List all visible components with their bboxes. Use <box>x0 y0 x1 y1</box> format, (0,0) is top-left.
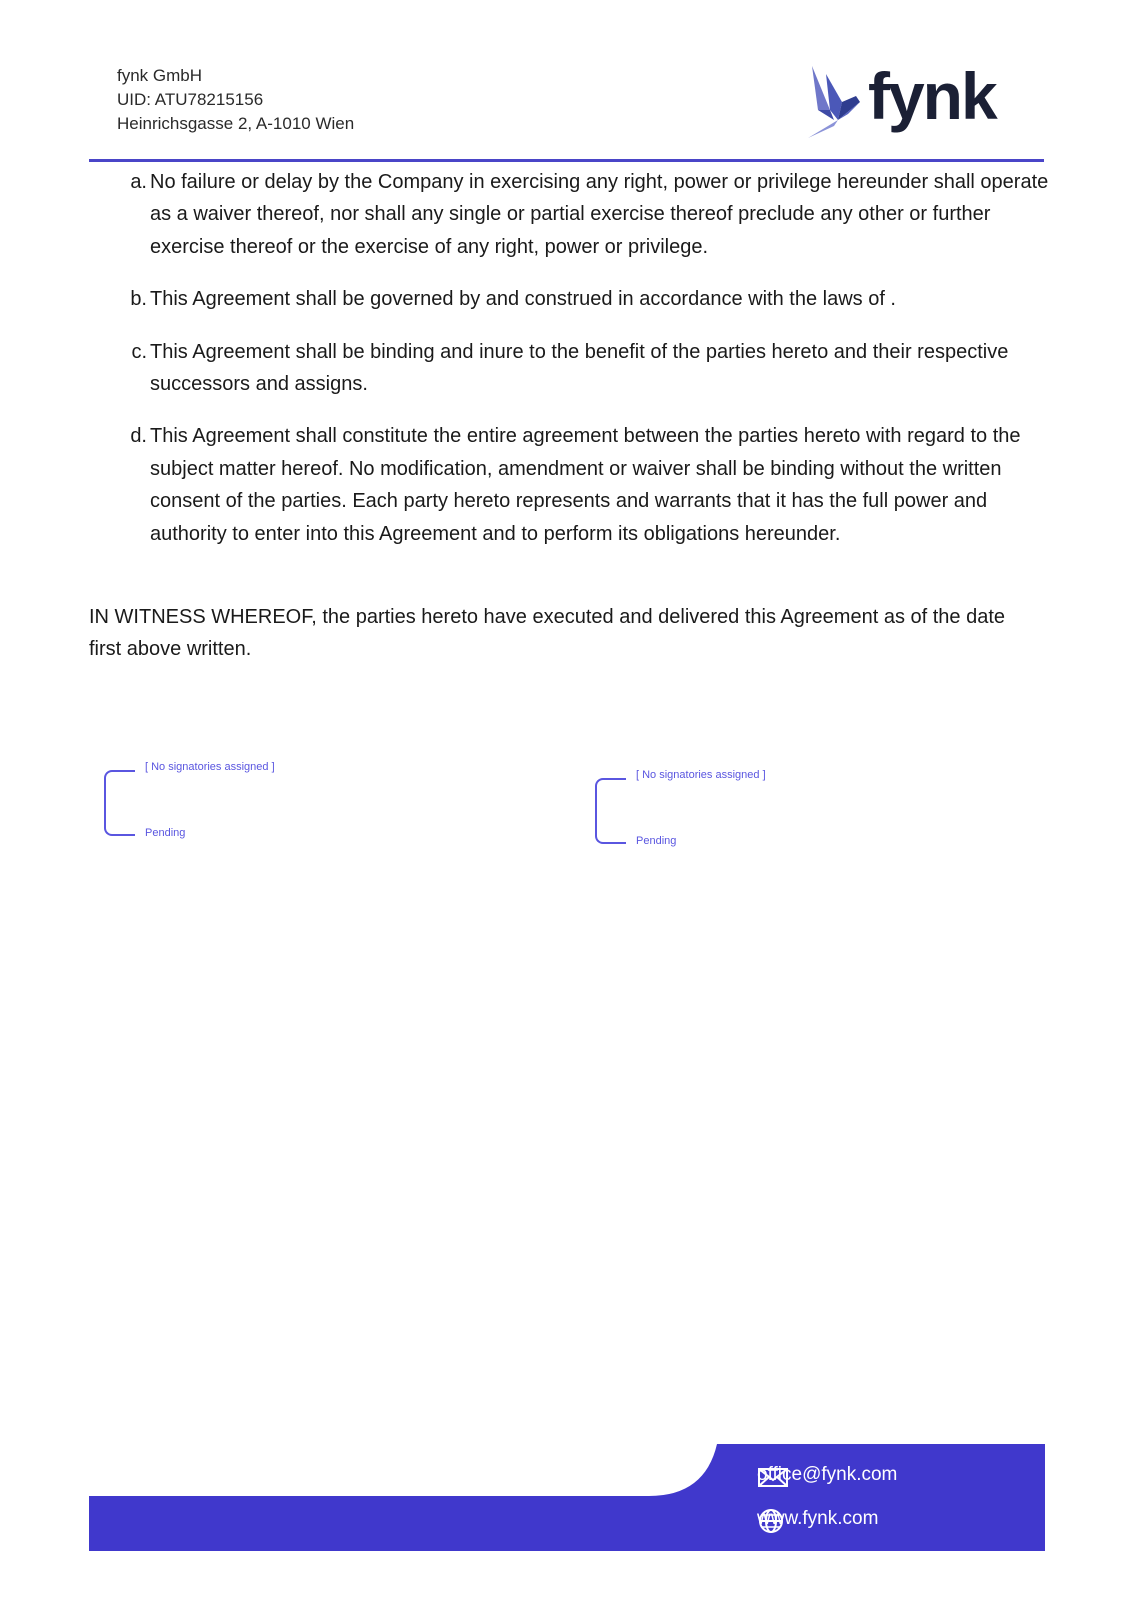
signature-status: Pending <box>636 835 677 847</box>
clause-list <box>89 166 1049 570</box>
company-address: Heinrichsgasse 2, A-1010 Wien <box>117 114 355 133</box>
footer-banner <box>89 1444 1045 1551</box>
clause-marker: a. <box>130 171 147 193</box>
fynk-logo <box>808 59 1008 142</box>
bird-logo-icon <box>808 62 870 142</box>
mail-icon <box>757 1464 789 1490</box>
logo-wordmark: fynk <box>868 59 996 133</box>
email-link[interactable]: office@fynk.com <box>757 1464 898 1485</box>
signature-status: Pending <box>145 827 186 839</box>
clause-text: This Agreement shall be binding and inure to the benefit of the parties hereto and their respective successors and assigns. <box>150 340 1009 396</box>
clause-text: No failure or delay by the Company in exercising any right, power or privilege hereunder shall operate as a waiver thereof, nor shall any single or partial exercise thereof preclude any other or further exercise thereof or the exercise of any right, power or privilege. <box>150 171 1049 258</box>
clause-text: This Agreement shall be governed by and construed in accordance with the laws of . <box>150 288 896 311</box>
footer-email[interactable] <box>757 1464 897 1486</box>
header-divider <box>89 159 1044 162</box>
witness-statement: IN WITNESS WHEREOF, the parties hereto have executed and delivered this Agreement as of the date first above written. <box>89 606 1006 661</box>
company-uid: UID: ATU78215156 <box>117 90 264 109</box>
clause-marker: c. <box>131 340 147 363</box>
signatory-assignment: [ No signatories assigned ] <box>145 761 275 773</box>
clause-item <box>89 283 1049 315</box>
clause-marker: d. <box>130 425 147 448</box>
signature-block-1[interactable] <box>104 761 364 850</box>
clause-item <box>89 166 1049 263</box>
signature-block-2[interactable] <box>595 769 855 858</box>
signature-bracket <box>104 770 135 836</box>
website-link[interactable]: www.fynk.com <box>757 1508 879 1529</box>
signature-bracket <box>595 778 626 844</box>
company-info <box>117 64 354 136</box>
clause-item <box>89 336 1049 401</box>
globe-icon <box>757 1508 789 1534</box>
clause-item <box>89 420 1049 550</box>
footer-shape <box>89 1444 1045 1551</box>
company-name: fynk GmbH <box>117 66 203 85</box>
clause-text: This Agreement shall constitute the entire agreement between the parties hereto with regard to the subject matter hereof. No modification, amendment or waiver shall be binding without the written consent of the parties. Each party hereto represents and warrants that it has the full power and authority to enter into this Agreement and to perform its obligations hereunder. <box>150 425 1021 545</box>
clause-marker: b. <box>130 288 147 311</box>
signatory-assignment: [ No signatories assigned ] <box>636 769 766 781</box>
footer-website[interactable] <box>757 1508 878 1530</box>
